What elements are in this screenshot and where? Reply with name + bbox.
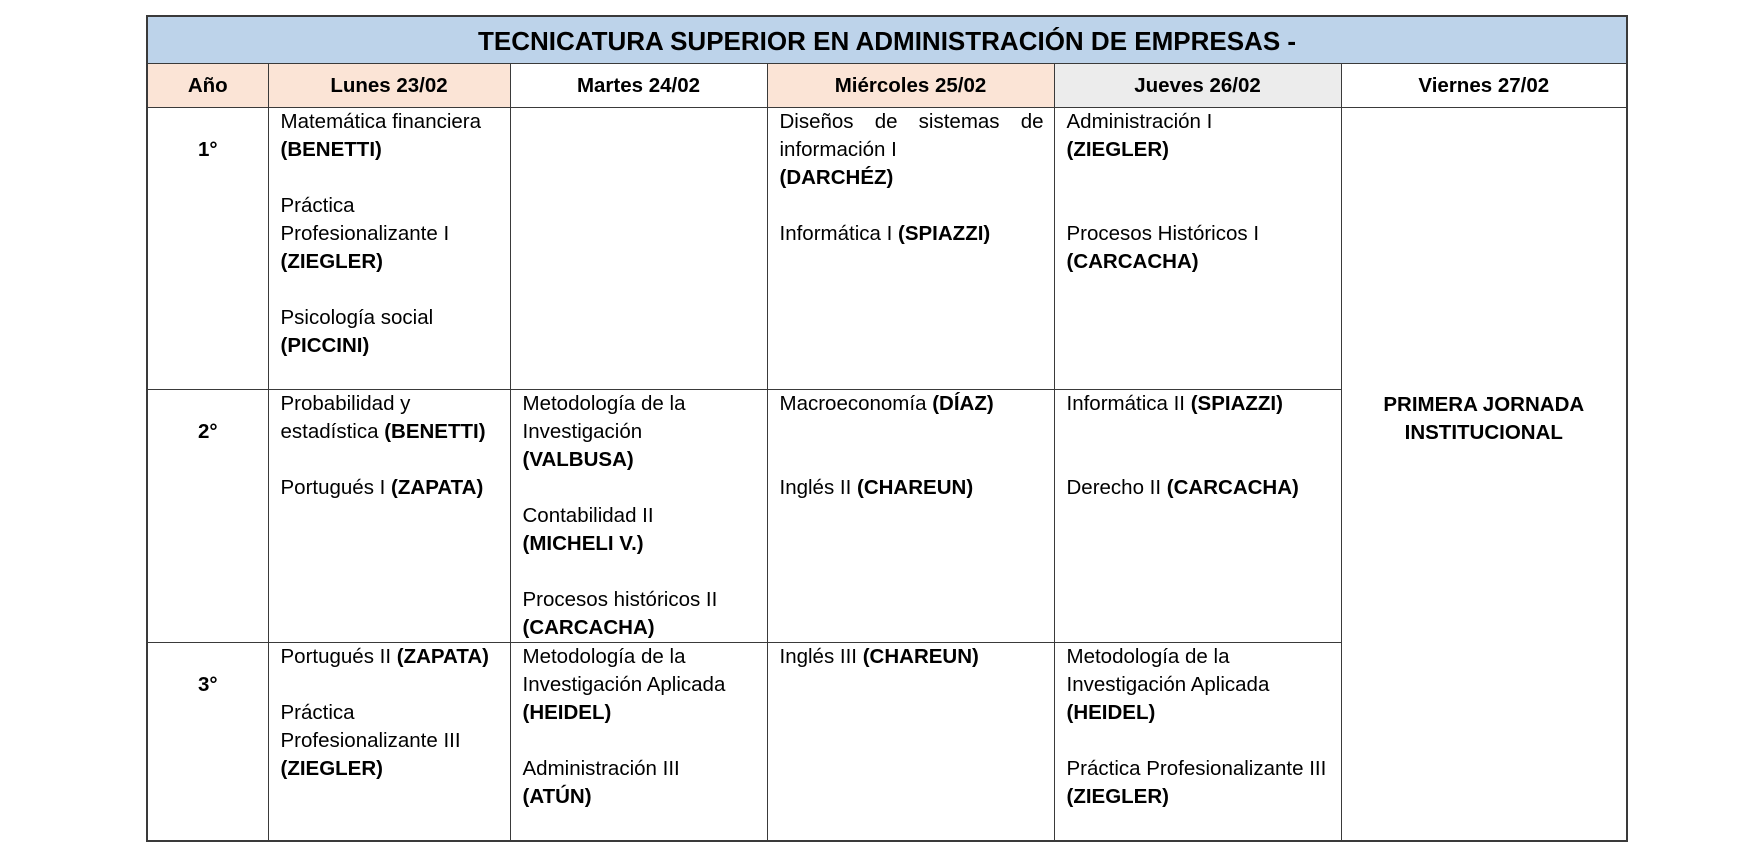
class-entry	[281, 192, 500, 276]
class-entry	[523, 502, 757, 558]
subject-name: Administración I	[1066, 110, 1213, 133]
class-entry	[780, 390, 1044, 418]
class-entry	[523, 643, 757, 727]
subject-name: Macroeconomía	[779, 392, 927, 415]
class-entry	[780, 643, 1044, 671]
cell-wednesday-year-2	[767, 390, 1054, 643]
teacher-name: (ZAPATA)	[396, 645, 489, 668]
teacher-name: (ZIEGLER)	[1066, 785, 1169, 808]
teacher-name: (ATÚN)	[522, 785, 592, 808]
year-label: 3°	[147, 643, 268, 841]
friday-note-line-2: INSTITUCIONAL	[1404, 420, 1563, 444]
subject-name: Procesos históricos II	[522, 588, 718, 611]
class-entry	[1067, 755, 1331, 811]
header-thursday: Jueves 26/02	[1054, 64, 1341, 108]
teacher-name: (PICCINI)	[280, 334, 370, 357]
teacher-name: (MICHELI V.)	[522, 532, 644, 555]
subject-name: Inglés III	[779, 645, 857, 668]
class-entry	[523, 586, 757, 642]
teacher-name: (DÍAZ)	[932, 392, 994, 415]
class-entry	[281, 304, 500, 360]
class-entry	[1067, 390, 1331, 418]
teacher-name: (ZIEGLER)	[280, 250, 383, 273]
header-monday: Lunes 23/02	[268, 64, 510, 108]
table-row-year-1	[147, 108, 1627, 390]
friday-institutional-day	[1341, 108, 1627, 841]
header-friday: Viernes 27/02	[1341, 64, 1627, 108]
cell-thursday-year-3	[1054, 643, 1341, 841]
subject-name: Metodología de la Investigación	[522, 392, 686, 443]
class-entry	[523, 755, 757, 811]
subject-name: Portugués I	[280, 476, 386, 499]
teacher-name: (CARCACHA)	[522, 616, 655, 639]
class-entry	[780, 220, 1044, 248]
class-entry	[281, 699, 500, 783]
cell-wednesday-year-1	[767, 108, 1054, 390]
schedule-table	[146, 15, 1628, 842]
year-label: 1°	[147, 108, 268, 390]
teacher-name: (BENETTI)	[384, 420, 486, 443]
subject-name: Matemática financiera	[280, 110, 482, 133]
subject-name: Inglés II	[779, 476, 852, 499]
teacher-name: (CHAREUN)	[857, 476, 974, 499]
teacher-name: (VALBUSA)	[522, 448, 634, 471]
class-entry	[780, 474, 1044, 502]
cell-tuesday-year-1	[510, 108, 767, 390]
header-wednesday: Miércoles 25/02	[767, 64, 1054, 108]
teacher-name: (SPIAZZI)	[898, 222, 991, 245]
cell-monday-year-2	[268, 390, 510, 643]
cell-thursday-year-1	[1054, 108, 1341, 390]
class-entry	[281, 390, 500, 446]
teacher-name: (DARCHÉZ)	[779, 166, 894, 189]
schedule-sheet	[146, 15, 1626, 838]
header-year: Año	[147, 64, 268, 108]
class-entry	[523, 390, 757, 474]
teacher-name: (HEIDEL)	[522, 701, 612, 724]
teacher-name: (CHAREUN)	[862, 645, 979, 668]
cell-tuesday-year-2	[510, 390, 767, 643]
subject-name: Práctica Profesionalizante III	[280, 701, 461, 752]
class-entry	[1067, 474, 1331, 502]
teacher-name: (SPIAZZI)	[1190, 392, 1283, 415]
subject-name: Práctica Profesionalizante I	[280, 194, 450, 245]
subject-name: Portugués II	[280, 645, 392, 668]
teacher-name: (ZIEGLER)	[280, 757, 383, 780]
subject-name: Informática II	[1066, 392, 1185, 415]
cell-monday-year-1	[268, 108, 510, 390]
class-entry	[1067, 108, 1331, 164]
teacher-name: (HEIDEL)	[1066, 701, 1156, 724]
subject-name: Informática I	[779, 222, 893, 245]
subject-name: Metodología de la Investigación Aplicada	[522, 645, 726, 696]
subject-name: Derecho II	[1066, 476, 1162, 499]
class-entry	[281, 474, 500, 502]
class-entry	[1067, 643, 1331, 727]
teacher-name: (CARCACHA)	[1166, 476, 1299, 499]
subject-name: Práctica Profesionalizante III	[1066, 757, 1327, 780]
class-entry	[281, 108, 500, 164]
subject-name: Metodología de la Investigación Aplicada	[1066, 645, 1270, 696]
page-title: TECNICATURA SUPERIOR EN ADMINISTRACIÓN DE EMPRESAS -	[147, 16, 1627, 64]
subject-name: Psicología social	[280, 306, 434, 329]
teacher-name: (ZIEGLER)	[1066, 138, 1169, 161]
teacher-name: (ZAPATA)	[391, 476, 484, 499]
teacher-name: (CARCACHA)	[1066, 250, 1199, 273]
cell-wednesday-year-3	[767, 643, 1054, 841]
subject-name: Administración III	[522, 757, 680, 780]
cell-thursday-year-2	[1054, 390, 1341, 643]
cell-tuesday-year-3	[510, 643, 767, 841]
friday-note-line-1: PRIMERA JORNADA	[1383, 392, 1585, 416]
teacher-name: (BENETTI)	[280, 138, 382, 161]
class-entry	[281, 643, 500, 671]
header-tuesday: Martes 24/02	[510, 64, 767, 108]
subject-name: Probabilidad y estadística	[280, 392, 411, 443]
subject-name: Procesos Históricos I	[1066, 222, 1260, 245]
subject-name: Contabilidad II	[522, 504, 654, 527]
subject-name: Diseños de sistemas de información I	[779, 110, 1044, 161]
class-entry	[1067, 220, 1331, 276]
class-entry	[780, 108, 1044, 192]
cell-monday-year-3	[268, 643, 510, 841]
year-label: 2°	[147, 390, 268, 643]
